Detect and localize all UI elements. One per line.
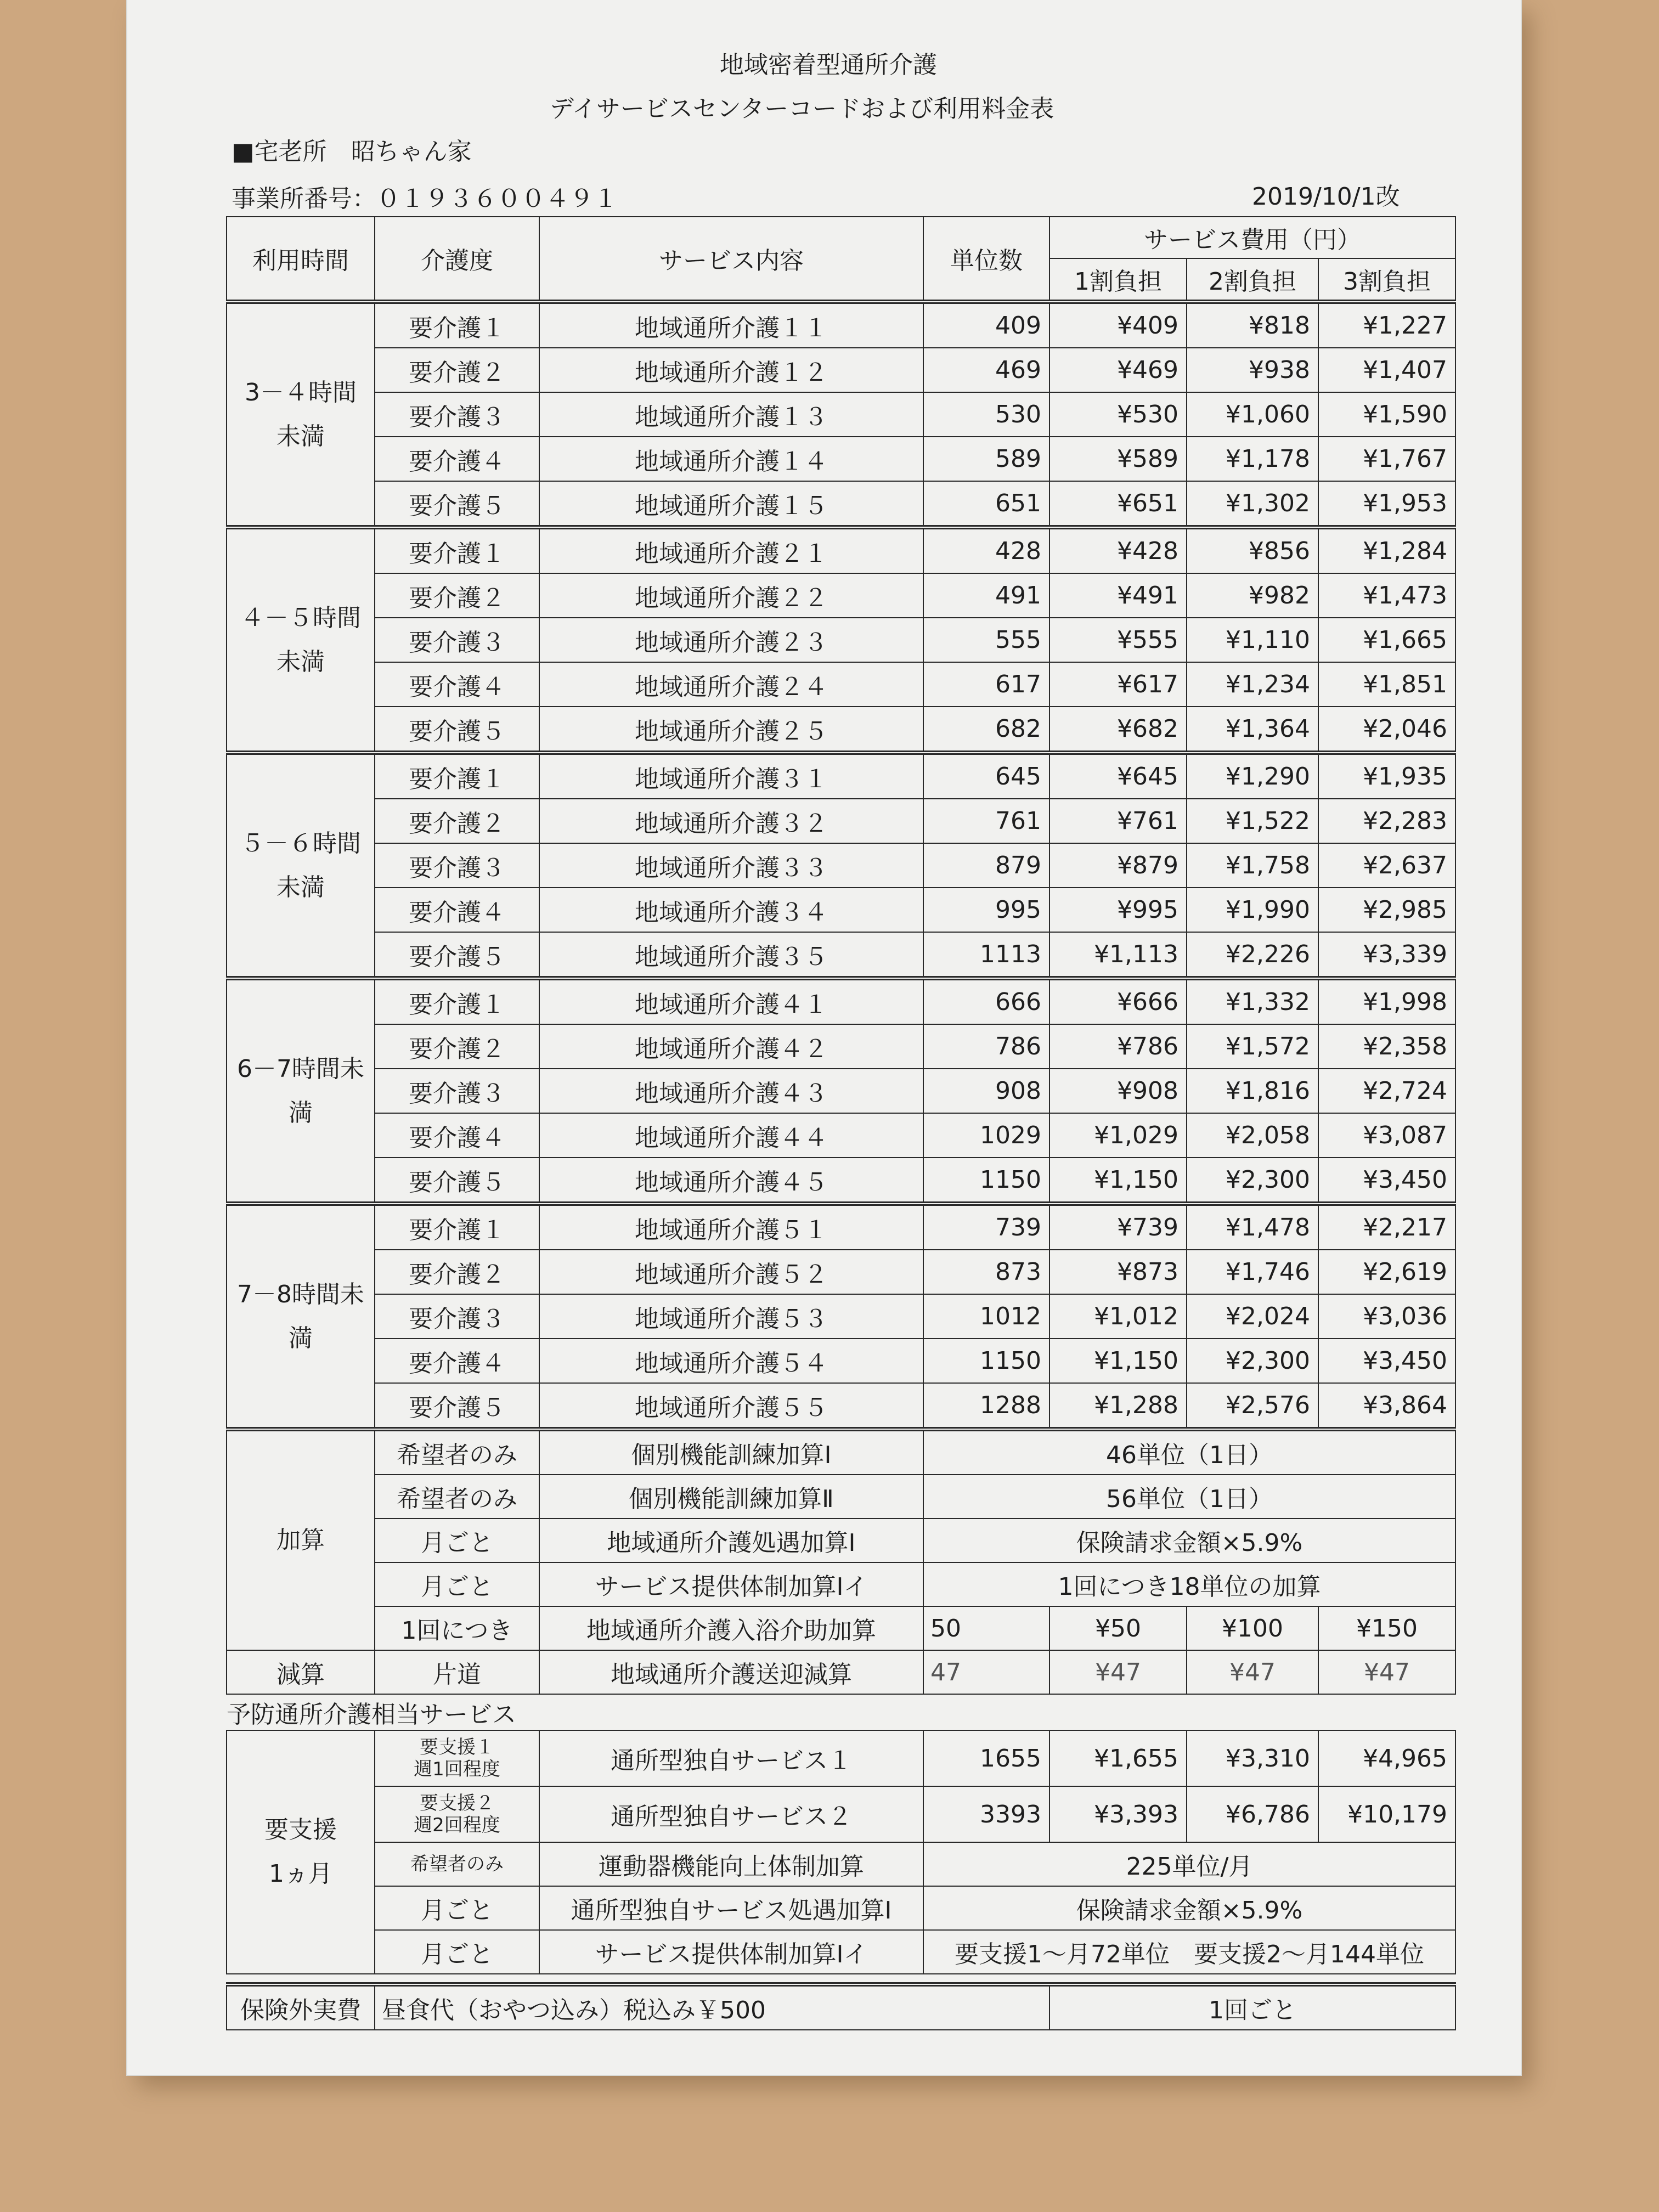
fee-1-wari: ¥530 (1049, 392, 1187, 437)
service-name: 地域通所介護３５ (539, 932, 923, 978)
table-row (227, 753, 1455, 799)
unit-count: 873 (923, 1250, 1049, 1294)
unit-count: 995 (923, 888, 1049, 932)
bath-units: 50 (923, 1606, 1049, 1650)
unit-count: 1288 (923, 1383, 1049, 1429)
time-group-label: 3－４時間未満 (227, 302, 375, 527)
fee-3-wari: ¥3,450 (1318, 1158, 1455, 1204)
yobo-fee-2: ¥6,786 (1187, 1786, 1318, 1842)
care-level: 要介護３ (375, 843, 539, 888)
service-name: 地域通所介護２３ (539, 618, 923, 662)
office-number: 事業所番号：０１９３６００４９１ (232, 185, 618, 213)
fee-1-wari: ¥908 (1049, 1069, 1187, 1113)
kasan-row (227, 1562, 1455, 1606)
fee-sheet-paper (127, 0, 1521, 2075)
time-group-label: ５－６時間未満 (227, 753, 375, 978)
kasan-value: 1回につき18単位の加算 (923, 1562, 1455, 1606)
unit-count: 1150 (923, 1339, 1049, 1383)
table-row (227, 302, 1455, 348)
fee-3-wari: ¥3,450 (1318, 1339, 1455, 1383)
fee-3-wari: ¥1,851 (1318, 662, 1455, 707)
service-name: 地域通所介護２４ (539, 662, 923, 707)
fee-2-wari: ¥1,816 (1187, 1069, 1318, 1113)
yobo-fee-3: ¥10,179 (1318, 1786, 1455, 1842)
table-row (227, 1294, 1455, 1339)
unit-count: 617 (923, 662, 1049, 707)
col-header-care: 介護度 (375, 217, 539, 302)
service-name: 地域通所介護３２ (539, 799, 923, 843)
fee-1-wari: ¥1,029 (1049, 1113, 1187, 1158)
yobo-fee-1: ¥1,655 (1049, 1730, 1187, 1786)
bath-row (227, 1606, 1455, 1650)
hokengai-label: 保険外実費 (227, 1984, 375, 2030)
yobo-label-line-2: 1ヵ月 (269, 1860, 332, 1888)
yobo-row (227, 1786, 1455, 1842)
service-name: 地域通所介護５４ (539, 1339, 923, 1383)
col-header-fee-2: 2割負担 (1187, 258, 1318, 302)
fee-3-wari: ¥1,998 (1318, 978, 1455, 1024)
service-name: 地域通所介護３４ (539, 888, 923, 932)
fee-2-wari: ¥1,178 (1187, 437, 1318, 481)
col-header-time: 利用時間 (227, 217, 375, 302)
fee-1-wari: ¥1,012 (1049, 1294, 1187, 1339)
service-name: 地域通所介護５５ (539, 1383, 923, 1429)
fee-3-wari: ¥1,665 (1318, 618, 1455, 662)
yobo-extra-service: サービス提供体制加算Ⅰイ (539, 1930, 923, 1974)
fee-3-wari: ¥1,935 (1318, 753, 1455, 799)
unit-count: 786 (923, 1024, 1049, 1069)
kasan-value: 保険請求金額×5.9% (923, 1519, 1455, 1562)
service-name: 地域通所介護４５ (539, 1158, 923, 1204)
service-name: 地域通所介護５３ (539, 1294, 923, 1339)
genzan-fee-2: ¥47 (1187, 1650, 1318, 1694)
kasan-row (227, 1475, 1455, 1519)
fee-1-wari: ¥617 (1049, 662, 1187, 707)
fee-1-wari: ¥409 (1049, 302, 1187, 348)
fee-2-wari: ¥1,060 (1187, 392, 1318, 437)
yobo-extra-service: 運動器機能向上体制加算 (539, 1842, 923, 1886)
fee-2-wari: ¥1,990 (1187, 888, 1318, 932)
unit-count: 589 (923, 437, 1049, 481)
yobo-title-row (227, 1694, 1455, 1730)
unit-count: 879 (923, 843, 1049, 888)
table-row (227, 843, 1455, 888)
kasan-service: 地域通所介護処遇加算Ⅰ (539, 1519, 923, 1562)
fee-2-wari: ¥1,478 (1187, 1204, 1318, 1250)
unit-count: 1012 (923, 1294, 1049, 1339)
unit-count: 491 (923, 573, 1049, 618)
genzan-condition: 片道 (375, 1650, 539, 1694)
fee-3-wari: ¥1,284 (1318, 527, 1455, 573)
spacer-row (227, 1974, 1455, 1984)
yobo-extra-value: 保険請求金額×5.9% (923, 1886, 1455, 1930)
fee-2-wari: ¥1,332 (1187, 978, 1318, 1024)
fee-3-wari: ¥2,046 (1318, 707, 1455, 753)
fee-2-wari: ¥1,758 (1187, 843, 1318, 888)
unit-count: 555 (923, 618, 1049, 662)
genzan-fee-1: ¥47 (1049, 1650, 1187, 1694)
fee-3-wari: ¥1,767 (1318, 437, 1455, 481)
service-name: 地域通所介護１５ (539, 481, 923, 527)
fee-1-wari: ¥555 (1049, 618, 1187, 662)
fee-3-wari: ¥3,339 (1318, 932, 1455, 978)
care-level: 要介護１ (375, 978, 539, 1024)
kasan-value: 46単位（1日） (923, 1429, 1455, 1475)
service-name: 地域通所介護２５ (539, 707, 923, 753)
fee-3-wari: ¥3,864 (1318, 1383, 1455, 1429)
fee-3-wari: ¥2,358 (1318, 1024, 1455, 1069)
yobo-fee-1: ¥3,393 (1049, 1786, 1187, 1842)
care-level: 要介護５ (375, 707, 539, 753)
yobo-condition-level: 要支援１ (420, 1736, 494, 1758)
bath-fee-1: ¥50 (1049, 1606, 1187, 1650)
fee-2-wari: ¥1,364 (1187, 707, 1318, 753)
fee-1-wari: ¥739 (1049, 1204, 1187, 1250)
service-name: 地域通所介護１４ (539, 437, 923, 481)
table-row (227, 932, 1455, 978)
fee-1-wari: ¥1,113 (1049, 932, 1187, 978)
table-row (227, 978, 1455, 1024)
care-level: 要介護５ (375, 932, 539, 978)
care-level: 要介護４ (375, 1113, 539, 1158)
yobo-service: 通所型独自サービス１ (539, 1730, 923, 1786)
time-group-label: 7－8時間未満 (227, 1204, 375, 1429)
table-row (227, 437, 1455, 481)
col-header-service: サービス内容 (539, 217, 923, 302)
fee-1-wari: ¥1,150 (1049, 1339, 1187, 1383)
unit-count: 666 (923, 978, 1049, 1024)
genzan-service: 地域通所介護送迎減算 (539, 1650, 923, 1694)
care-level: 要介護１ (375, 527, 539, 573)
yobo-extra-row (227, 1886, 1455, 1930)
table-row (227, 348, 1455, 392)
fee-2-wari: ¥938 (1187, 348, 1318, 392)
service-name: 地域通所介護５１ (539, 1204, 923, 1250)
fee-2-wari: ¥2,300 (1187, 1158, 1318, 1204)
care-level: 要介護４ (375, 888, 539, 932)
fee-2-wari: ¥818 (1187, 302, 1318, 348)
table-row (227, 662, 1455, 707)
spacer (227, 1974, 1455, 1984)
service-name: 地域通所介護１３ (539, 392, 923, 437)
care-level: 要介護３ (375, 1069, 539, 1113)
fee-3-wari: ¥2,637 (1318, 843, 1455, 888)
unit-count: 469 (923, 348, 1049, 392)
table-row (227, 1069, 1455, 1113)
unit-count: 739 (923, 1204, 1049, 1250)
table-row (227, 1158, 1455, 1204)
time-group-label: 6－7時間未満 (227, 978, 375, 1204)
table-row (227, 573, 1455, 618)
yobo-fee-3: ¥4,965 (1318, 1730, 1455, 1786)
fee-1-wari: ¥428 (1049, 527, 1187, 573)
care-level: 要介護２ (375, 348, 539, 392)
col-header-fee-1: 1割負担 (1049, 258, 1187, 302)
col-header-units: 単位数 (923, 217, 1049, 302)
table-row (227, 888, 1455, 932)
fee-1-wari: ¥491 (1049, 573, 1187, 618)
fee-2-wari: ¥856 (1187, 527, 1318, 573)
kasan-service: 個別機能訓練加算Ⅰ (539, 1429, 923, 1475)
yobo-condition-frequency: 週2回程度 (414, 1814, 500, 1836)
fee-1-wari: ¥682 (1049, 707, 1187, 753)
kasan-condition: 希望者のみ (375, 1475, 539, 1519)
yobo-condition-level: 要支援２ (420, 1792, 494, 1814)
yobo-extra-value: 要支援1～月72単位 要支援2～月144単位 (923, 1930, 1455, 1974)
fee-3-wari: ¥2,217 (1318, 1204, 1455, 1250)
table-header-row (227, 217, 1455, 258)
unit-count: 530 (923, 392, 1049, 437)
fee-2-wari: ¥982 (1187, 573, 1318, 618)
hokengai-row (227, 1984, 1455, 2030)
fee-3-wari: ¥1,590 (1318, 392, 1455, 437)
fee-3-wari: ¥1,227 (1318, 302, 1455, 348)
kasan-condition: 月ごと (375, 1519, 539, 1562)
service-name: 地域通所介護４１ (539, 978, 923, 1024)
yobo-condition (375, 1730, 539, 1786)
service-name: 地域通所介護３１ (539, 753, 923, 799)
fee-2-wari: ¥2,226 (1187, 932, 1318, 978)
fee-3-wari: ¥1,473 (1318, 573, 1455, 618)
fee-2-wari: ¥1,234 (1187, 662, 1318, 707)
care-level: 要介護５ (375, 1158, 539, 1204)
care-level: 要介護２ (375, 799, 539, 843)
fee-2-wari: ¥2,300 (1187, 1339, 1318, 1383)
yobo-row (227, 1730, 1455, 1786)
fee-2-wari: ¥2,024 (1187, 1294, 1318, 1339)
unit-count: 428 (923, 527, 1049, 573)
yobo-extra-condition: 月ごと (375, 1886, 539, 1930)
fee-2-wari: ¥1,290 (1187, 753, 1318, 799)
yobo-extra-value: 225単位/月 (923, 1842, 1455, 1886)
kasan-service: サービス提供体制加算Ⅰイ (539, 1562, 923, 1606)
kasan-row (227, 1429, 1455, 1475)
yobo-title: 予防通所介護相当サービス (227, 1701, 516, 1729)
unit-count: 682 (923, 707, 1049, 753)
fee-2-wari: ¥2,576 (1187, 1383, 1318, 1429)
fee-2-wari: ¥1,110 (1187, 618, 1318, 662)
bath-condition: 1回につき (375, 1606, 539, 1650)
bath-service: 地域通所介護入浴介助加算 (539, 1606, 923, 1650)
care-level: 要介護４ (375, 662, 539, 707)
care-level: 要介護５ (375, 481, 539, 527)
unit-count: 761 (923, 799, 1049, 843)
genzan-units: 47 (923, 1650, 1049, 1694)
care-level: 要介護５ (375, 1383, 539, 1429)
fee-2-wari: ¥2,058 (1187, 1113, 1318, 1158)
col-header-fee-3: 3割負担 (1318, 258, 1455, 302)
fee-1-wari: ¥1,150 (1049, 1158, 1187, 1204)
fee-3-wari: ¥3,036 (1318, 1294, 1455, 1339)
unit-count: 1029 (923, 1113, 1049, 1158)
table-row (227, 1339, 1455, 1383)
fee-3-wari: ¥3,087 (1318, 1113, 1455, 1158)
care-level: 要介護４ (375, 1339, 539, 1383)
yobo-extra-service: 通所型独自サービス処遇加算Ⅰ (539, 1886, 923, 1930)
fee-1-wari: ¥469 (1049, 348, 1187, 392)
col-header-fee: サービス費用（円） (1049, 217, 1455, 258)
office-name: ■宅老所 昭ちゃん家 (232, 138, 472, 166)
fee-3-wari: ¥2,283 (1318, 799, 1455, 843)
table-row (227, 392, 1455, 437)
care-level: 要介護３ (375, 392, 539, 437)
yobo-extra-row (227, 1930, 1455, 1974)
fee-3-wari: ¥1,407 (1318, 348, 1455, 392)
fee-1-wari: ¥995 (1049, 888, 1187, 932)
service-name: 地域通所介護４３ (539, 1069, 923, 1113)
kasan-service: 個別機能訓練加算Ⅱ (539, 1475, 923, 1519)
fee-3-wari: ¥1,953 (1318, 481, 1455, 527)
care-level: 要介護１ (375, 753, 539, 799)
genzan-label: 減算 (227, 1650, 375, 1694)
fee-1-wari: ¥761 (1049, 799, 1187, 843)
unit-count: 645 (923, 753, 1049, 799)
yobo-extra-condition: 月ごと (375, 1930, 539, 1974)
time-group-label: ４－５時間未満 (227, 527, 375, 753)
fee-1-wari: ¥645 (1049, 753, 1187, 799)
yobo-service: 通所型独自サービス２ (539, 1786, 923, 1842)
care-level: 要介護１ (375, 1204, 539, 1250)
bath-fee-3: ¥150 (1318, 1606, 1455, 1650)
table-row (227, 1113, 1455, 1158)
fee-3-wari: ¥2,724 (1318, 1069, 1455, 1113)
hokengai-per: 1回ごと (1049, 1984, 1455, 2030)
service-name: 地域通所介護２１ (539, 527, 923, 573)
unit-count: 1113 (923, 932, 1049, 978)
service-name: 地域通所介護２２ (539, 573, 923, 618)
unit-count: 651 (923, 481, 1049, 527)
kasan-label: 加算 (227, 1429, 375, 1650)
yobo-extra-condition: 希望者のみ (375, 1842, 539, 1886)
table-row (227, 481, 1455, 527)
service-name: 地域通所介護４２ (539, 1024, 923, 1069)
title-line-1: 地域密着型通所介護 (720, 51, 937, 79)
table-row (227, 799, 1455, 843)
yobo-condition-frequency: 週1回程度 (414, 1758, 500, 1780)
care-level: 要介護２ (375, 1024, 539, 1069)
revision-date: 2019/10/1改 (1252, 183, 1400, 211)
fee-3-wari: ¥2,619 (1318, 1250, 1455, 1294)
yobo-fee-2: ¥3,310 (1187, 1730, 1318, 1786)
fee-1-wari: ¥1,288 (1049, 1383, 1187, 1429)
fee-1-wari: ¥589 (1049, 437, 1187, 481)
unit-count: 908 (923, 1069, 1049, 1113)
hokengai-item: 昼食代（おやつ込み）税込み￥500 (375, 1984, 1049, 2030)
table-row (227, 707, 1455, 753)
table-row (227, 1383, 1455, 1429)
service-name: 地域通所介護１２ (539, 348, 923, 392)
service-name: 地域通所介護５２ (539, 1250, 923, 1294)
fee-1-wari: ¥786 (1049, 1024, 1187, 1069)
care-level: 要介護４ (375, 437, 539, 481)
kasan-row (227, 1519, 1455, 1562)
kasan-value: 56単位（1日） (923, 1475, 1455, 1519)
genzan-fee-3: ¥47 (1318, 1650, 1455, 1694)
service-name: 地域通所介護３３ (539, 843, 923, 888)
care-level: 要介護２ (375, 573, 539, 618)
table-row (227, 1250, 1455, 1294)
fee-3-wari: ¥2,985 (1318, 888, 1455, 932)
yobo-units: 3393 (923, 1786, 1049, 1842)
fee-1-wari: ¥666 (1049, 978, 1187, 1024)
care-level: 要介護３ (375, 1294, 539, 1339)
yobo-label-line-1: 要支援 (264, 1816, 337, 1844)
fee-table-body (227, 217, 1455, 2030)
kasan-condition: 希望者のみ (375, 1429, 539, 1475)
fee-2-wari: ¥1,522 (1187, 799, 1318, 843)
table-row (227, 527, 1455, 573)
kasan-condition: 月ごと (375, 1562, 539, 1606)
fee-table (226, 216, 1456, 2030)
unit-count: 409 (923, 302, 1049, 348)
service-name: 地域通所介護４４ (539, 1113, 923, 1158)
unit-count: 1150 (923, 1158, 1049, 1204)
yobo-units: 1655 (923, 1730, 1049, 1786)
bath-fee-2: ¥100 (1187, 1606, 1318, 1650)
care-level: 要介護１ (375, 302, 539, 348)
fee-1-wari: ¥873 (1049, 1250, 1187, 1294)
yobo-condition (375, 1786, 539, 1842)
fee-2-wari: ¥1,302 (1187, 481, 1318, 527)
fee-2-wari: ¥1,572 (1187, 1024, 1318, 1069)
yobo-extra-row (227, 1842, 1455, 1886)
table-row (227, 1204, 1455, 1250)
care-level: 要介護２ (375, 1250, 539, 1294)
title-line-2: デイサービスセンターコードおよび利用料金表 (550, 95, 1054, 123)
table-row (227, 618, 1455, 662)
fee-1-wari: ¥651 (1049, 481, 1187, 527)
fee-2-wari: ¥1,746 (1187, 1250, 1318, 1294)
table-row (227, 1024, 1455, 1069)
fee-1-wari: ¥879 (1049, 843, 1187, 888)
genzan-row (227, 1650, 1455, 1694)
service-name: 地域通所介護１１ (539, 302, 923, 348)
care-level: 要介護３ (375, 618, 539, 662)
yobo-label (227, 1730, 375, 1974)
